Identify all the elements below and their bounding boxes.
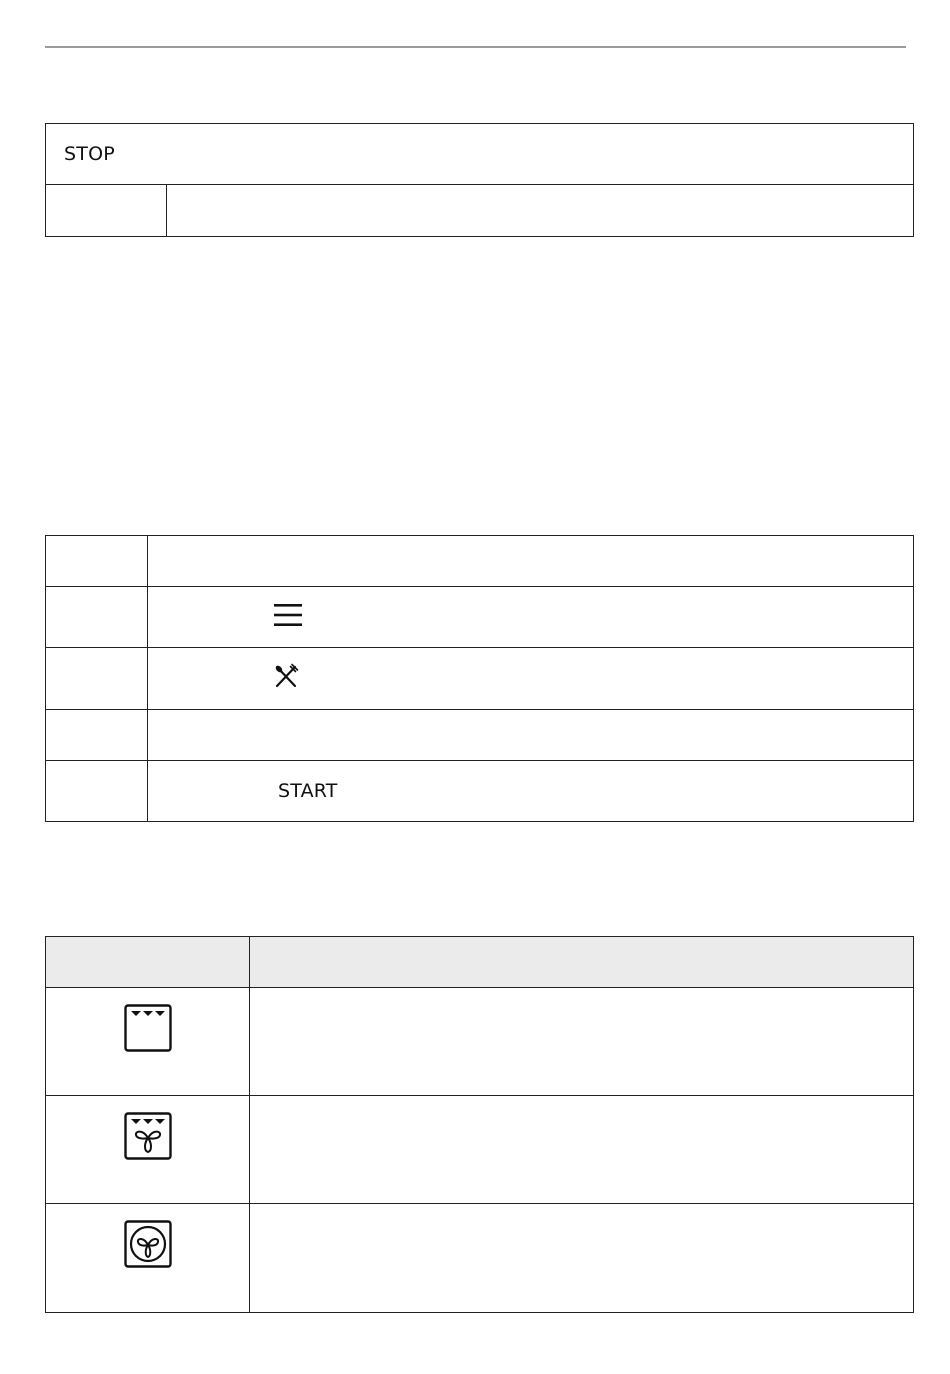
header-rule	[45, 46, 906, 48]
step-text-cell	[148, 648, 914, 710]
table-row	[46, 648, 914, 710]
top-heat-icon	[124, 1004, 172, 1057]
fan-heating-icon	[124, 1220, 172, 1273]
table-header-row	[46, 937, 914, 988]
table-row	[46, 1204, 914, 1313]
table-row	[46, 710, 914, 761]
table-row	[46, 761, 914, 822]
header-cell	[250, 937, 914, 988]
table-row	[46, 536, 914, 587]
header-cell	[46, 937, 250, 988]
start-label: START	[278, 780, 338, 802]
table-row	[46, 124, 914, 185]
stop-cell	[46, 124, 914, 185]
icon-cell	[46, 988, 250, 1096]
step-number-cell	[46, 761, 148, 822]
step-text-cell	[148, 710, 914, 761]
icon-cell	[46, 1096, 250, 1204]
heating-functions-table	[45, 936, 914, 1313]
table-cell	[167, 185, 914, 237]
steps-table	[45, 535, 914, 822]
table-cell	[46, 185, 167, 237]
step-number-cell	[46, 710, 148, 761]
description-cell	[250, 1096, 914, 1204]
table-row	[46, 185, 914, 237]
stop-label: STOP	[64, 143, 115, 165]
top-heat-fan-icon	[124, 1112, 172, 1165]
table-row	[46, 1096, 914, 1204]
description-cell	[250, 988, 914, 1096]
step-number-cell	[46, 536, 148, 587]
step-text-cell	[148, 536, 914, 587]
table-row	[46, 587, 914, 648]
step-number-cell	[46, 587, 148, 648]
menu-icon	[273, 602, 303, 633]
step-number-cell	[46, 648, 148, 710]
step-text-cell	[148, 587, 914, 648]
description-cell	[250, 1204, 914, 1313]
stop-table	[45, 123, 914, 237]
icon-cell	[46, 1204, 250, 1313]
step-text-cell	[148, 761, 914, 822]
cutlery-icon	[273, 663, 299, 694]
table-row	[46, 988, 914, 1096]
